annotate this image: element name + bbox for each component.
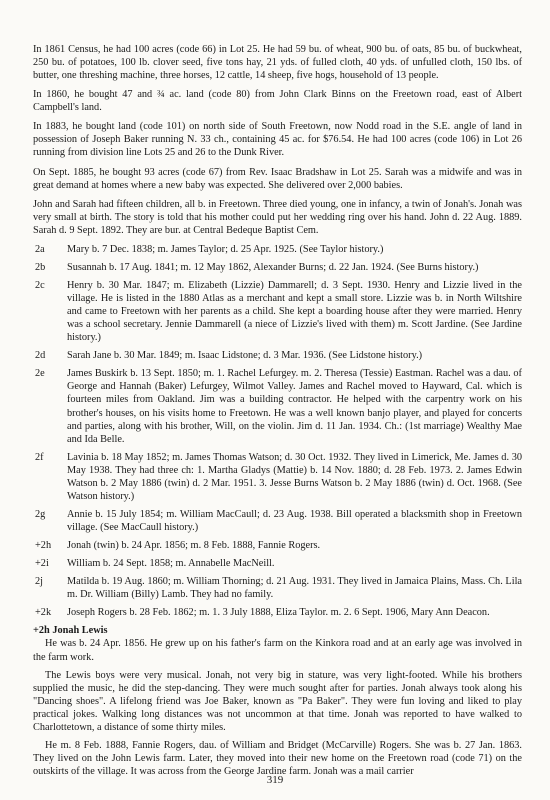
land-1860-paragraph: In 1860, he bought 47 and ¾ ac. land (code 80) from John Clark Binns on the Freetown road, east of Albert Campbell's land. [33, 89, 522, 114]
land-1885-paragraph: On Sept. 1885, he bought 93 acres (code 67) from Rev. Isaac Bradshaw in Lot 25. Sarah was a midwife and was in great demand at homes where a new baby was expected. She delivered over 2,000 babies. [33, 166, 522, 191]
child-entry [33, 349, 522, 362]
child-code: +2i [35, 558, 49, 570]
child-code: 2c [35, 279, 45, 291]
child-text: William b. 24 Sept. 1858; m. Annabelle MacNeill. [67, 558, 275, 570]
child-text: Matilda b. 19 Aug. 1860; m. William Thorning; d. 21 Aug. 1931. They lived in Jamaica Plains, Mass. Ch. Lila m. Dr. William (Billy) Lamb. They had no family. [67, 576, 522, 601]
census-1861-paragraph: In 1861 Census, he had 100 acres (code 66) in Lot 25. He had 59 bu. of wheat, 900 bu. of oats, 85 bu. of buckwheat, 250 bu. of potatoes, 100 lb. clover seed, five tons hay, 21 yds. of fulled cloth, 40 yds. of unfulled cloth, 150 lbs. of butter, one threshing machine, three horses, 12 cattle, 14 sheep, five hogs, household of 13 people. [33, 44, 522, 82]
child-text: Henry b. 30 Mar. 1847; m. Elizabeth (Lizzie) Dammarell; d. 3 Sept. 1930. Henry and Lizzie lived in the village. He is listed in the 1880 Atlas as a merchant and kept a small store. Lizzie was b. in North Wiltshire and came to Freetown with her parents as a child. She kept a boarding house after they were married. Henry was a school secretary. Jennie Dammarell (a niece of Lizzie's lived with them) m. Scott Jardine. (See Jardine history.) [67, 279, 522, 344]
child-code: +2k [35, 607, 52, 619]
child-text: Jonah (twin) b. 24 Apr. 1856; m. 8 Feb. 1888, Fannie Rogers. [67, 540, 321, 552]
child-text: James Buskirk b. 13 Sept. 1850; m. 1. Rachel Lefurgey. m. 2. Theresa (Tessie) Eastman. Rachel was a dau. of George and Hannah (Baker) Lefurgey, Wilmot Valley. James and Rachel moved to Hayward, Cal. which is fourteen miles from Oakland. Jim was a building contractor. He helped with the carpentry work on his brother's houses, on his visits home to Freetown. He was a well known banjo player, and played for concerts and parties, along with his brother, Will, on the violin. Jim d. 11 Jan. 1934. Ch.: (1st marriage) Wealthy Mae and Ida Belle. [67, 368, 522, 445]
child-entry [33, 539, 522, 552]
children-intro-paragraph: John and Sarah had fifteen children, all b. in Freetown. Three died young, one in infancy, a twin of Jonah's. Jonah was very small at birth. The story is told that his mother could put her wedding ring over his hand. John d. 22 Aug. 1889. Sarah d. 9 Sept. 1892. They are bur. at Central Bedeque Baptist Cem. [33, 198, 522, 236]
child-entry [33, 451, 522, 503]
child-entry [33, 243, 522, 256]
child-text: Joseph Rogers b. 28 Feb. 1862; m. 1. 3 July 1888, Eliza Taylor. m. 2. 6 Sept. 1906, Mary Ann Deacon. [67, 607, 490, 619]
child-text: Annie b. 15 July 1854; m. William MacCaull; d. 23 Aug. 1938. Bill operated a blacksmith shop in Freetown village. (See MacCaull history.) [67, 508, 522, 533]
children-list [33, 243, 522, 620]
child-code: +2h [35, 540, 52, 552]
child-code: 2e [35, 368, 45, 380]
child-text: Lavinia b. 18 May 1852; m. James Thomas Watson; d. 30 Oct. 1932. They lived in Limerick, Me. James d. 30 May 1938. They had three ch: 1. Martha Gladys (Mattie) b. 14 Nov. 1880; d. 28 Feb. 1973. 2. James Edwin Watson b. 2 May 1886 (twin) d. 2 Mar. 1951. 3. Jesse Burns Watson b. 2 May 1886 (twin) d. Oct. 1968. (See Watson history.) [67, 451, 522, 502]
child-entry [33, 606, 522, 619]
section-paragraph: He m. 8 Feb. 1888, Fannie Rogers, dau. of William and Bridget (McCarville) Rogers. She was b. 27 Jan. 1863. They lived on the John Lewis farm. Later, they moved into their new home on the Freetown road (code 71) on the outskirts of the village. It was across from the George Jardine farm. Jonah was a mail carrier [33, 739, 522, 777]
child-entry [33, 575, 522, 601]
section-heading: +2h Jonah Lewis [33, 625, 108, 637]
child-text: Susannah b. 17 Aug. 1841; m. 12 May 1862, Alexander Burns; d. 22 Jan. 1924. (See Burns history.) [67, 261, 479, 273]
child-text: Mary b. 7 Dec. 1838; m. James Taylor; d. 25 Apr. 1925. (See Taylor history.) [67, 243, 384, 255]
child-text: Sarah Jane b. 30 Mar. 1849; m. Isaac Lidstone; d. 3 Mar. 1936. (See Lidstone history.) [67, 350, 423, 362]
section-paragraph: He was b. 24 Apr. 1856. He grew up on his father's farm on the Kinkora road and at an early age was involved in the farm work. [33, 638, 522, 663]
child-code: 2b [35, 261, 46, 273]
child-code: 2j [35, 576, 44, 588]
child-entry [33, 508, 522, 534]
land-1883-paragraph: In 1883, he bought land (code 101) on north side of South Freetown, now Nodd road in the S.E. angle of land in possession of Joseph Baker running N. 33 ch., containing 45 ac. for $76.54. He had 100 acres (code 106) in Lot 26 running from division line Lots 25 and 26 to the Dunk River. [33, 121, 522, 159]
child-entry [33, 557, 522, 570]
child-code: 2d [35, 350, 46, 362]
child-code: 2g [35, 508, 46, 520]
child-entry [33, 261, 522, 274]
child-code: 2a [35, 243, 45, 255]
page-number: 319 [266, 774, 284, 786]
child-code: 2f [35, 451, 44, 463]
child-entry [33, 367, 522, 445]
child-entry [33, 279, 522, 344]
section-paragraph: The Lewis boys were very musical. Jonah, not very big in stature, was very light-footed. While his brothers supplied the music, he did the step-dancing. They were much sought after for parties. Jonah always took along his "Dancing shoes". A lifelong friend was Joe Baker, known as "Pa Baker". They were fun loving and liked to play practical jokes. Walking long distances was not uncommon at that time. Jonah was reported to have walked to Charlottetown, a distance of some thirty miles. [33, 669, 522, 733]
